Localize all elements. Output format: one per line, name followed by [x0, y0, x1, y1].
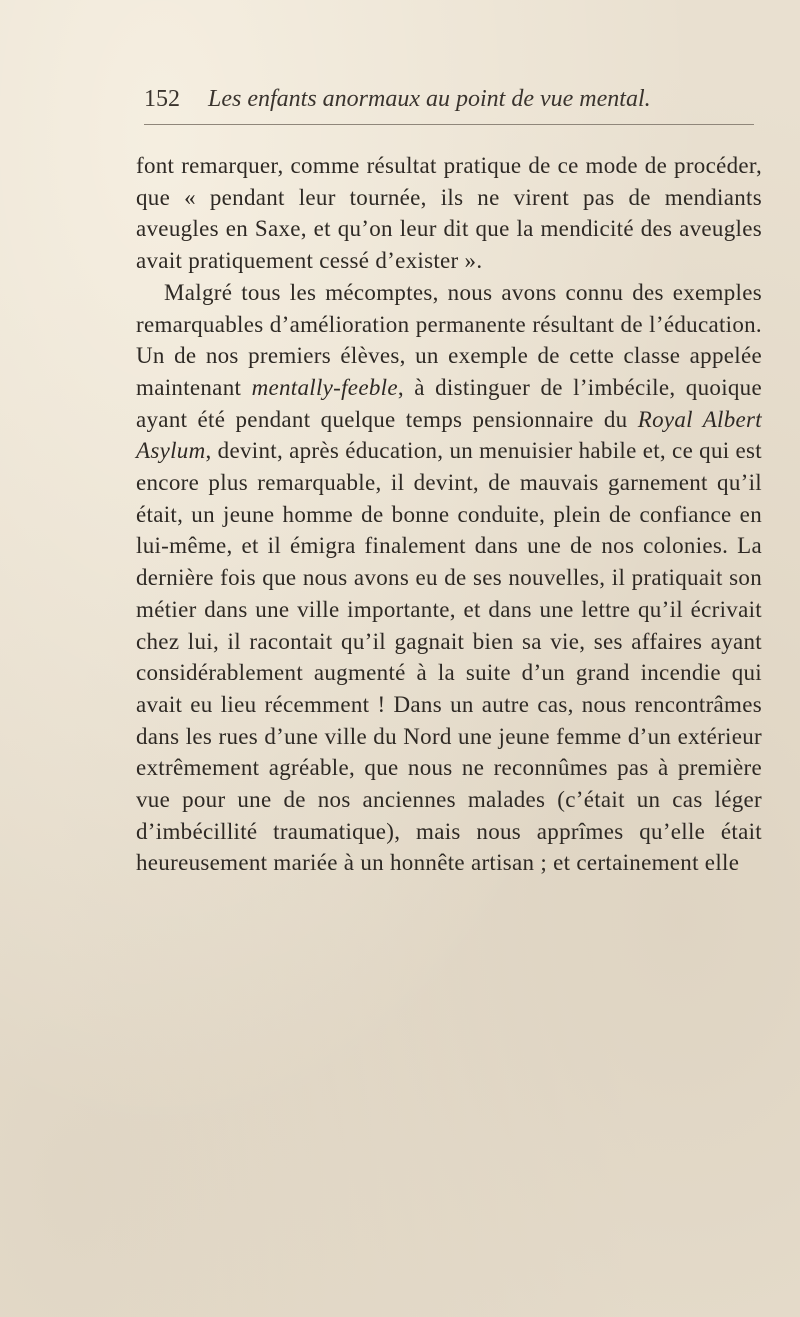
header-title: Les enfants anormaux au point de vue mental.: [208, 86, 651, 112]
paragraph-2-part-c: , devint, après éducation, un menuisier habile et, ce qui est encore plus remarquable, il devint, de mauvais garnement qu’il était, un jeune homme de bonne conduite, plein de confiance en lui-même, et il émigra finalement dans une de nos colonies. La dernière fois que nous avons eu de ses nouvelles, il pratiquait son métier dans une ville importante, et dans une lettre qu’il écrivait chez lui, il racontait qu’il gagnait bien sa vie, ses affaires ayant considérablement augmenté à la suite d’un grand incendie qui avait eu lieu récemment ! Dans un autre cas, nous rencontrâmes dans les rues d’une ville du Nord une jeune femme d’un extérieur extrêmement agréable, que nous ne reconnûmes pas à première vue pour une de nos anciennes malades (c’était un cas léger d’imbécillité traumatique), mais nous apprîmes qu’elle était heureusement mariée à un honnête artisan ; et certainement elle: [136, 438, 762, 876]
running-head: [144, 86, 754, 120]
paragraph-2-part-b: , à distinguer de l’imbécile, quoique ayant été pendant quelque temps pensionnaire du: [136, 374, 762, 432]
term-mentally-feeble: mentally-feeble: [251, 374, 398, 400]
body-text: [136, 150, 762, 879]
page-number: 152: [144, 86, 180, 112]
paragraph-2-part-a: Malgré tous les mécomptes, nous avons connu des exemples remarquables d’amélioration permanente résultant de l’éducation. Un de nos premiers élèves, un exemple de cette classe appelée maintenant: [136, 279, 762, 400]
term-royal-albert-asylum: Royal Albert Asylum: [136, 406, 762, 464]
header-rule: [144, 124, 754, 125]
paragraph-2: [136, 277, 762, 879]
paragraph-1: font remarquer, comme résultat pratique de ce mode de procéder, que « pendant leur tournée, ils ne virent pas de mendiants aveugles en Saxe, et qu’on leur dit que la mendicité des aveugles avait pratiquement cessé d’exister ».: [136, 153, 762, 274]
